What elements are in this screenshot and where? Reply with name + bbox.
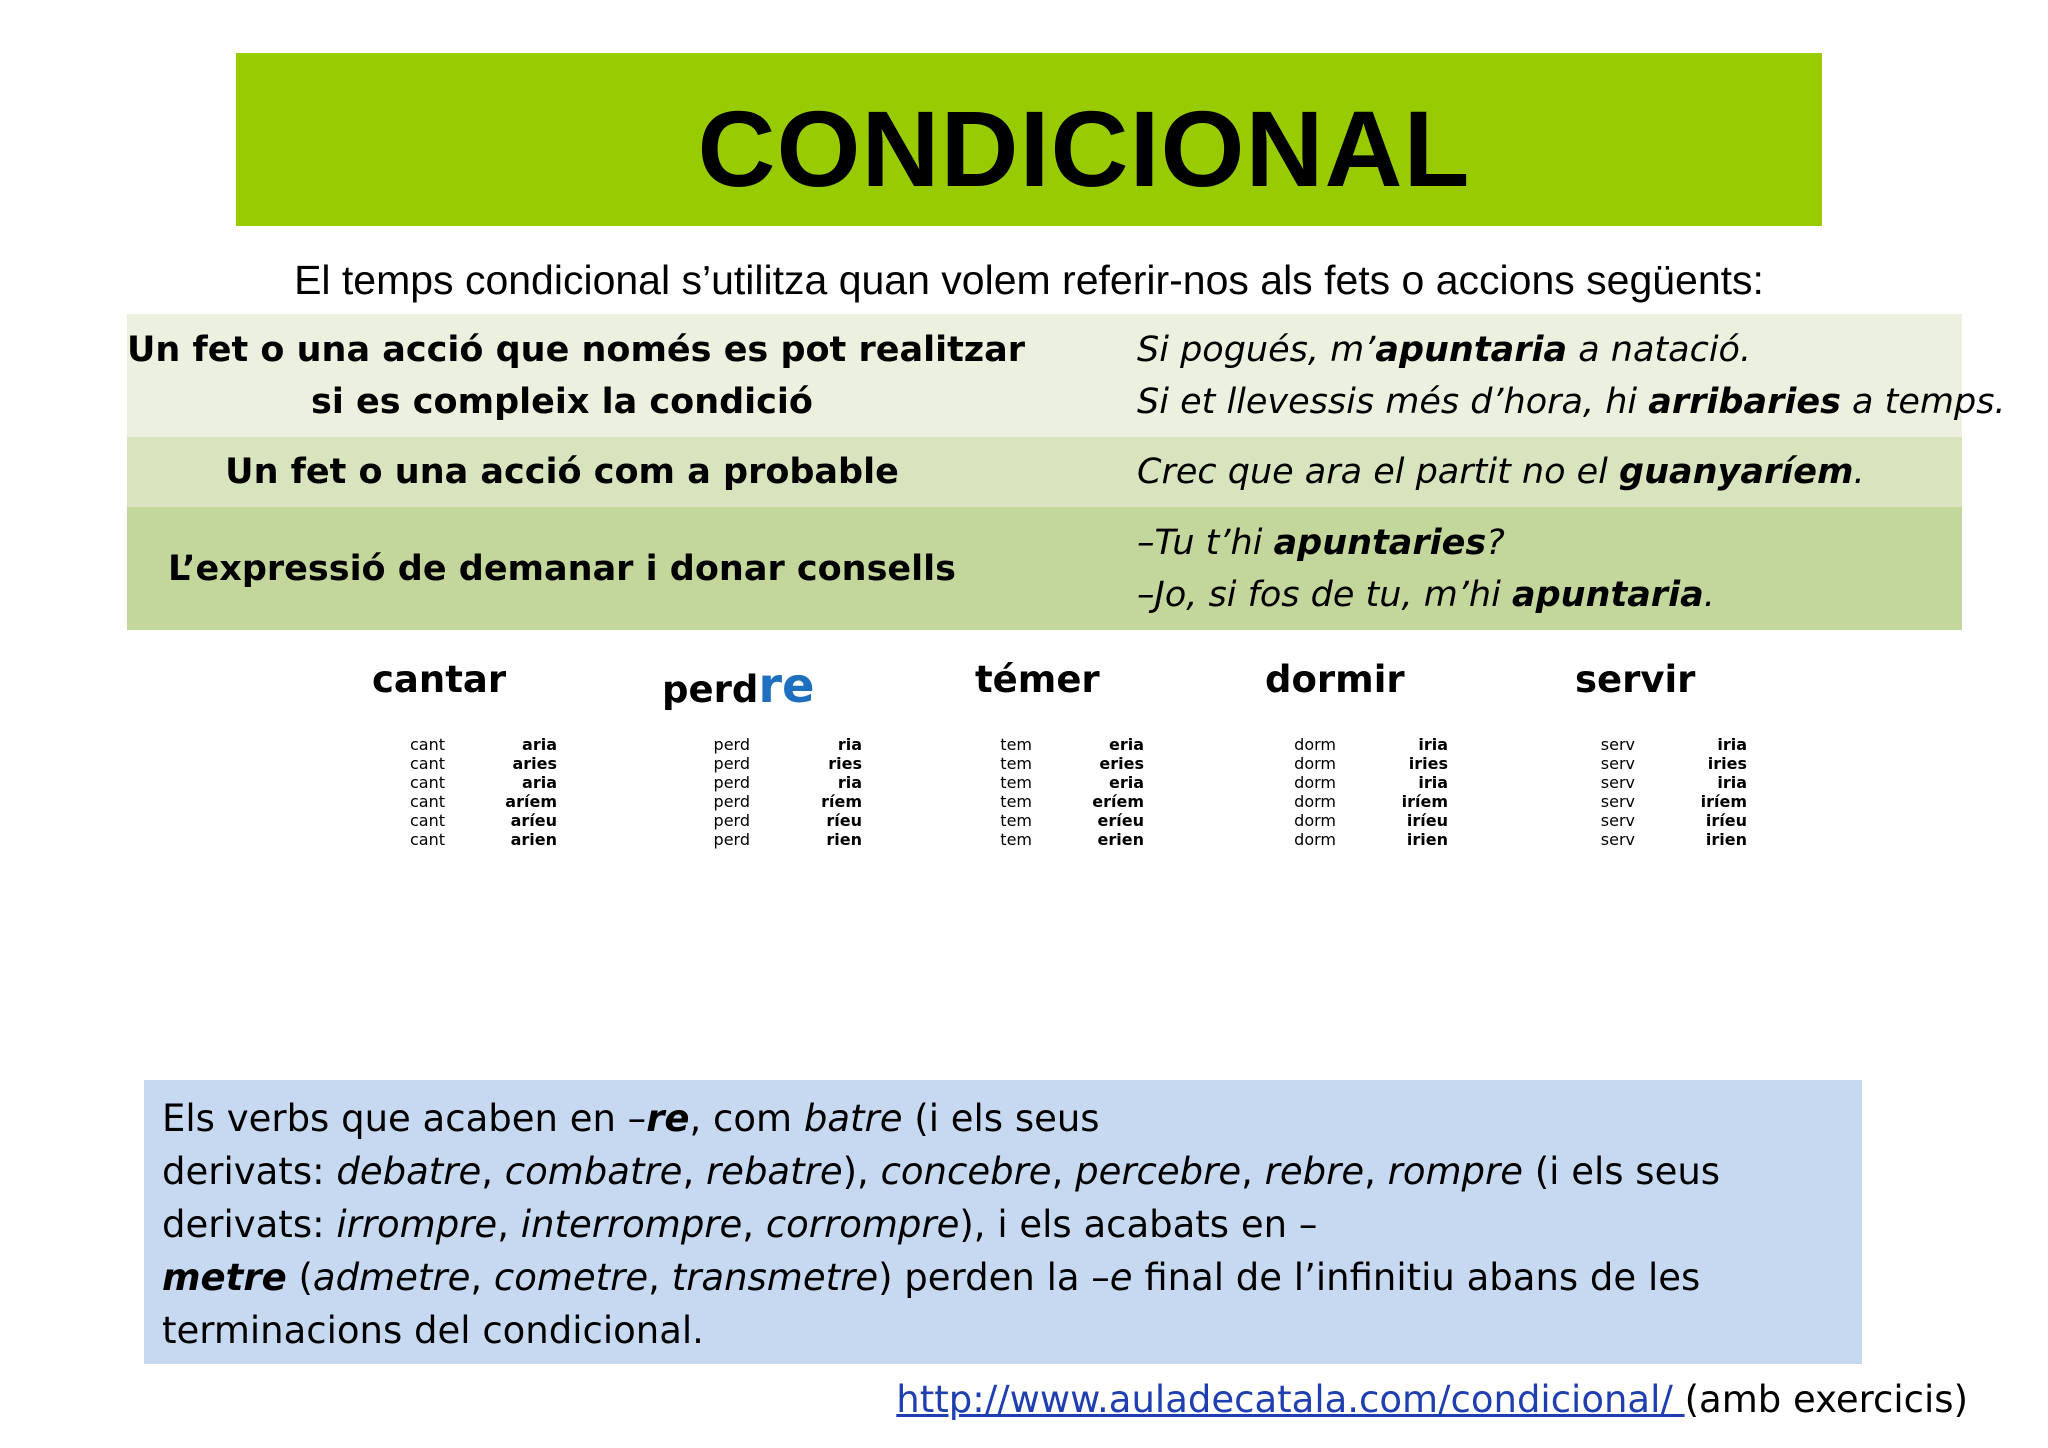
conjugated-form xyxy=(1535,792,1747,811)
infinitive-stem: dormir xyxy=(1265,658,1405,701)
conjugated-form xyxy=(640,735,862,754)
example-line xyxy=(1137,324,2006,376)
form-ending: iríem xyxy=(1401,792,1448,811)
note-italic: admetre xyxy=(312,1256,471,1299)
conjugated-form xyxy=(640,830,862,849)
form-stem: perd xyxy=(713,792,750,811)
example-text: ? xyxy=(1486,522,1505,563)
example-verb: apuntaries xyxy=(1273,522,1487,563)
form-ending: aria xyxy=(522,735,557,754)
form-ending: iríeu xyxy=(1705,811,1747,830)
infinitive-stem: cantar xyxy=(372,658,507,701)
usage-examples xyxy=(997,446,1865,498)
note-text: , com xyxy=(689,1097,804,1140)
conjugated-form xyxy=(932,773,1144,792)
note-italic: concebre xyxy=(880,1150,1052,1193)
note-text: derivats: xyxy=(162,1150,337,1193)
note-text: ( xyxy=(286,1256,313,1299)
conjugated-form xyxy=(932,830,1144,849)
example-line xyxy=(1137,569,1715,621)
verb-forms xyxy=(1535,735,1747,849)
note-italic: rompre xyxy=(1387,1150,1523,1193)
conjugated-form xyxy=(1226,773,1448,792)
form-ending: ries xyxy=(828,754,862,773)
conjugated-form xyxy=(640,792,862,811)
note-italic: rebre xyxy=(1264,1150,1365,1193)
note-text: , xyxy=(682,1150,706,1193)
description-line: Un fet o una acció com a probable xyxy=(225,452,899,492)
source-link[interactable]: http://www.auladecatala.com/condicional/ xyxy=(896,1378,1685,1421)
note-italic: debatre xyxy=(336,1150,482,1193)
example-verb: apuntaria xyxy=(1511,574,1704,615)
note-italic: irrompre xyxy=(336,1203,498,1246)
example-line xyxy=(1137,446,1865,498)
form-ending: eria xyxy=(1108,773,1144,792)
note-text: , xyxy=(648,1256,672,1299)
example-verb: apuntaria xyxy=(1375,329,1568,370)
form-ending: iries xyxy=(1408,754,1448,773)
example-line xyxy=(1137,517,1715,569)
form-stem: cant xyxy=(409,811,445,830)
form-stem: cant xyxy=(409,830,445,849)
conjugated-form xyxy=(335,773,557,792)
note-text: Els verbs que acaben en – xyxy=(162,1097,647,1140)
example-text: –Tu t’hi xyxy=(1137,522,1274,563)
note-text: derivats: xyxy=(162,1203,337,1246)
form-stem: perd xyxy=(713,773,750,792)
form-ending: irien xyxy=(1406,830,1448,849)
form-stem: tem xyxy=(1000,830,1032,849)
example-text: a temps. xyxy=(1840,381,2006,422)
conjugated-form xyxy=(1535,830,1747,849)
note-italic: e xyxy=(1109,1256,1133,1299)
infinitive-stem: perd xyxy=(662,668,759,711)
note-italic: transmetre xyxy=(671,1256,879,1299)
example-text: Si et llevessis més d’hora, hi xyxy=(1137,381,1649,422)
note-italic: rebatre xyxy=(705,1150,843,1193)
description-line: Un fet o una acció que només es pot realitzar xyxy=(127,329,1026,370)
verb-infinitive xyxy=(662,658,815,714)
note-text: , xyxy=(742,1203,766,1246)
example-line xyxy=(1137,376,2006,428)
example-text: Si pogués, m’ xyxy=(1137,329,1376,370)
form-ending: eries xyxy=(1099,754,1144,773)
form-stem: serv xyxy=(1600,830,1635,849)
note-text: , xyxy=(1051,1150,1076,1193)
form-ending: eríem xyxy=(1092,792,1144,811)
form-ending: aries xyxy=(512,754,557,773)
conjugated-form xyxy=(335,754,557,773)
conjugated-form xyxy=(640,773,862,792)
description-line: si es compleix la condició xyxy=(311,381,813,422)
infinitive-stem: témer xyxy=(975,658,1100,701)
form-stem: dorm xyxy=(1294,735,1336,754)
form-ending: eria xyxy=(1108,735,1144,754)
example-text: . xyxy=(1703,574,1715,615)
conjugated-form xyxy=(1535,735,1747,754)
verb-forms xyxy=(1226,735,1448,849)
conjugated-form xyxy=(1226,792,1448,811)
form-stem: dorm xyxy=(1294,830,1336,849)
verb-infinitive xyxy=(1265,658,1405,701)
conjugated-form xyxy=(1226,754,1448,773)
form-ending: iries xyxy=(1707,754,1747,773)
note-text: , xyxy=(481,1150,505,1193)
form-ending: iria xyxy=(1418,773,1448,792)
form-ending: ríeu xyxy=(826,811,862,830)
conjugated-form xyxy=(335,811,557,830)
form-ending: aríeu xyxy=(510,811,557,830)
form-stem: tem xyxy=(1000,735,1032,754)
form-stem: perd xyxy=(713,830,750,849)
note-text: ), i els acabats en – xyxy=(959,1203,1318,1246)
example-verb: arribaries xyxy=(1648,381,1841,422)
conjugated-form xyxy=(1226,830,1448,849)
example-text: –Jo, si fos de tu, m’hi xyxy=(1137,574,1512,615)
form-stem: serv xyxy=(1600,792,1635,811)
form-ending: iria xyxy=(1418,735,1448,754)
conjugated-form xyxy=(1226,811,1448,830)
note-line xyxy=(162,1145,1844,1198)
verb-infinitive xyxy=(1575,658,1695,701)
usage-row xyxy=(127,507,1962,630)
note-text: ), xyxy=(842,1150,881,1193)
form-stem: tem xyxy=(1000,773,1032,792)
conjugated-form xyxy=(932,792,1144,811)
note-italic: percebre xyxy=(1075,1150,1242,1193)
note-text: terminacions del condicional. xyxy=(162,1309,704,1352)
form-ending: rien xyxy=(826,830,862,849)
note-italic: corrompre xyxy=(765,1203,960,1246)
note-line xyxy=(162,1092,1844,1145)
infinitive-stem: servir xyxy=(1575,658,1696,701)
verb-infinitive xyxy=(975,658,1100,701)
form-stem: tem xyxy=(1000,811,1032,830)
form-stem: dorm xyxy=(1294,754,1336,773)
form-stem: serv xyxy=(1600,811,1635,830)
example-text: a natació. xyxy=(1567,329,1752,370)
example-verb: guanyaríem xyxy=(1619,452,1854,492)
example-text: . xyxy=(1853,452,1865,492)
form-ending: ria xyxy=(837,735,862,754)
note-italic: cometre xyxy=(493,1256,649,1299)
page-title: CONDICIONAL xyxy=(697,88,1471,209)
conjugated-form xyxy=(1535,811,1747,830)
form-ending: irien xyxy=(1705,830,1747,849)
note-italic: combatre xyxy=(504,1150,683,1193)
conjugation-table xyxy=(0,650,2048,1070)
verb-forms xyxy=(640,735,862,849)
form-stem: cant xyxy=(409,773,445,792)
note-text: , xyxy=(1364,1150,1388,1193)
conjugated-form xyxy=(1226,735,1448,754)
form-ending: ríem xyxy=(821,792,862,811)
usage-examples xyxy=(997,324,2006,428)
usage-row xyxy=(127,437,1962,507)
conjugated-form xyxy=(640,811,862,830)
form-stem: serv xyxy=(1600,754,1635,773)
form-stem: perd xyxy=(713,735,750,754)
note-text: , xyxy=(1241,1150,1265,1193)
verb-infinitive xyxy=(372,658,506,701)
form-ending: aríem xyxy=(505,792,557,811)
conjugated-form xyxy=(932,754,1144,773)
form-ending: aria xyxy=(522,773,557,792)
intro-text: El temps condicional s’utilitza quan volem referir-nos als fets o accions següents: xyxy=(294,257,1764,303)
conjugated-form xyxy=(335,792,557,811)
conjugated-form xyxy=(932,811,1144,830)
usage-description xyxy=(127,543,997,595)
footer-suffix: (amb exercicis) xyxy=(1684,1378,1968,1421)
usage-examples xyxy=(997,517,1715,621)
form-stem: perd xyxy=(713,811,750,830)
usage-description xyxy=(127,446,997,498)
form-stem: serv xyxy=(1600,773,1635,792)
form-stem: dorm xyxy=(1294,792,1336,811)
form-stem: cant xyxy=(409,754,445,773)
note-text: (i els seus xyxy=(902,1097,1100,1140)
verb-forms xyxy=(932,735,1144,849)
form-ending: iria xyxy=(1717,735,1747,754)
note-text: , xyxy=(497,1203,521,1246)
form-ending: erien xyxy=(1097,830,1144,849)
conjugated-form xyxy=(335,735,557,754)
form-stem: tem xyxy=(1000,792,1032,811)
form-ending: eríeu xyxy=(1097,811,1144,830)
usage-table xyxy=(127,314,2006,630)
form-ending: iríem xyxy=(1700,792,1747,811)
conjugated-form xyxy=(932,735,1144,754)
usage-row xyxy=(127,314,2006,437)
conjugated-form xyxy=(1535,773,1747,792)
note-text: (i els seus xyxy=(1522,1150,1721,1193)
usage-description xyxy=(127,324,1026,428)
conjugated-form xyxy=(640,754,862,773)
form-stem: cant xyxy=(409,792,445,811)
note-italic: batre xyxy=(803,1097,903,1140)
verb-forms xyxy=(335,735,557,849)
form-stem: perd xyxy=(713,754,750,773)
example-text: Crec que ara el partit no el xyxy=(1137,452,1620,492)
footer xyxy=(896,1375,1968,1425)
note-bold-italic: re xyxy=(646,1097,690,1140)
note-text: final de l’infinitiu abans de les xyxy=(1132,1256,1701,1299)
form-stem: tem xyxy=(1000,754,1032,773)
form-ending: ria xyxy=(837,773,862,792)
note-box xyxy=(144,1080,1862,1364)
note-italic: interrompre xyxy=(520,1203,743,1246)
conjugated-form xyxy=(1535,754,1747,773)
note-bold-italic: metre xyxy=(162,1256,287,1299)
form-ending: arien xyxy=(510,830,557,849)
conjugated-form xyxy=(335,830,557,849)
note-line xyxy=(162,1304,1844,1357)
note-text: , xyxy=(470,1256,494,1299)
form-ending: iria xyxy=(1717,773,1747,792)
form-stem: cant xyxy=(409,735,445,754)
description-line: L’expressió de demanar i donar consells xyxy=(167,548,956,589)
form-stem: dorm xyxy=(1294,773,1336,792)
title-banner xyxy=(236,53,1822,226)
note-text: ) perden la – xyxy=(878,1256,1110,1299)
form-ending: iríeu xyxy=(1406,811,1448,830)
infinitive-ending-highlight: re xyxy=(758,658,815,714)
form-stem: dorm xyxy=(1294,811,1336,830)
form-stem: serv xyxy=(1600,735,1635,754)
note-line xyxy=(162,1198,1844,1251)
note-line xyxy=(162,1251,1844,1304)
